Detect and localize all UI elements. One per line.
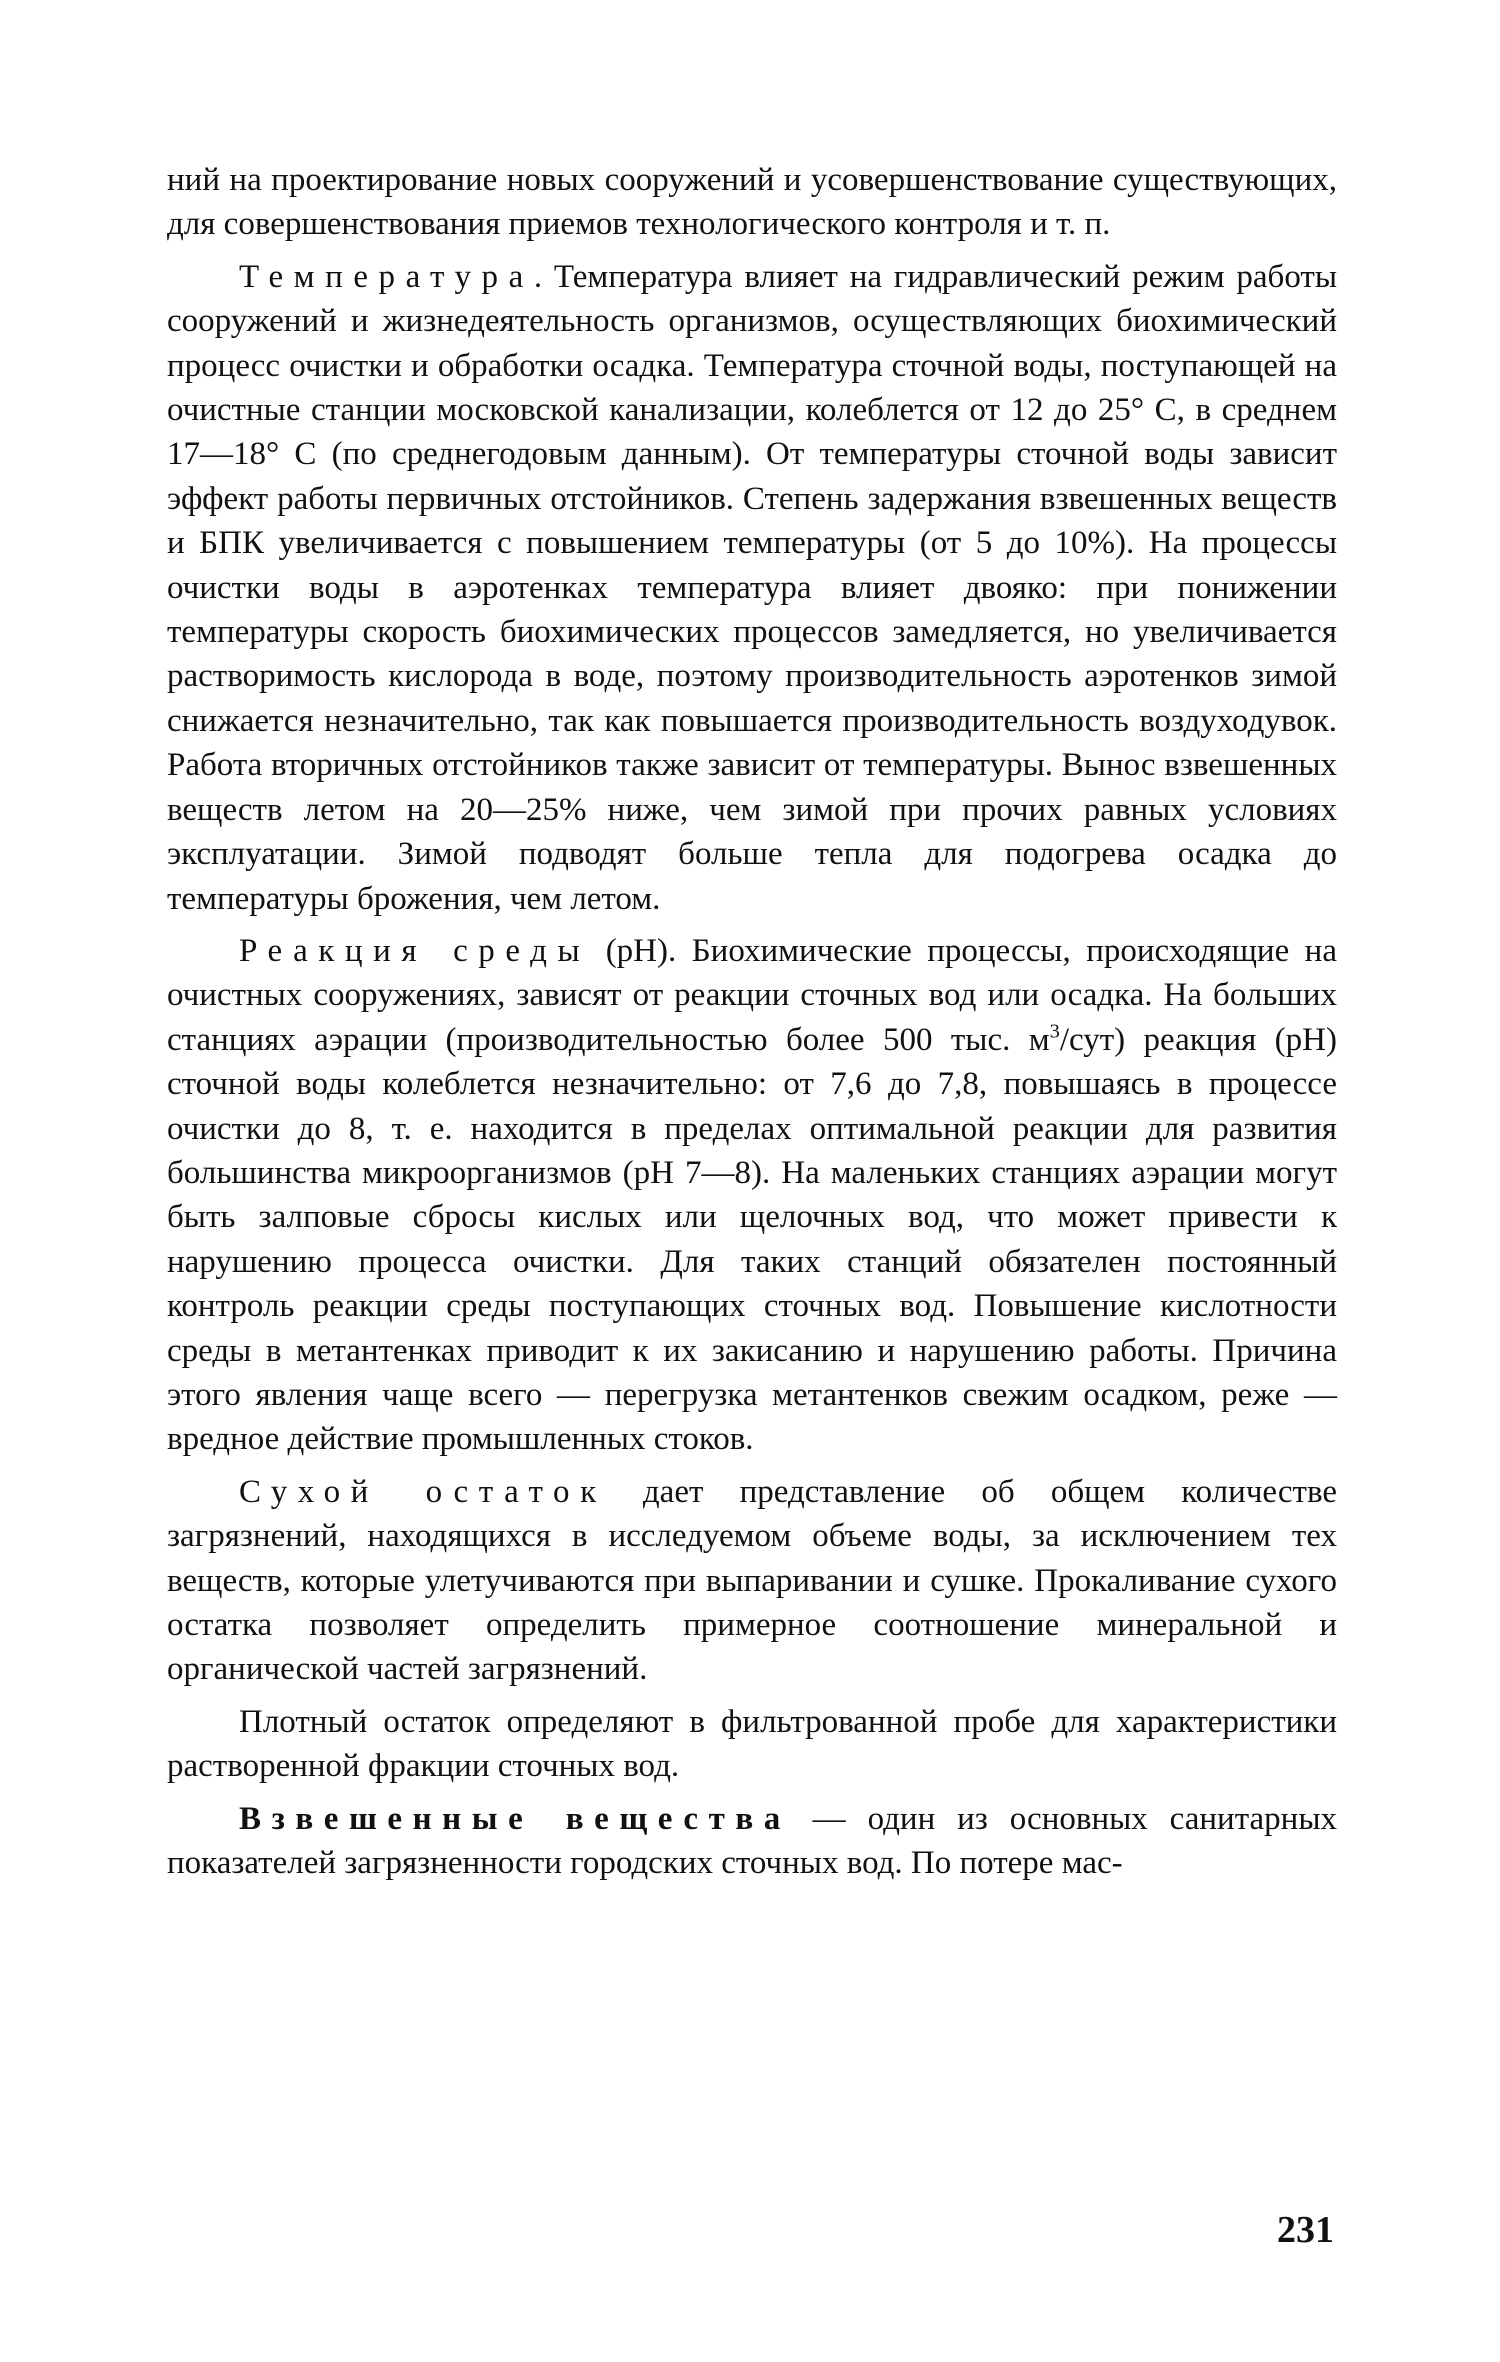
page-number: 231 — [1277, 2209, 1334, 2251]
body-text — [167, 158, 1337, 1885]
paragraph-ph-text-b: /сут) реакция (рН) сточной воды колеблется незначительно: от 7,6 до 7,8, повышаясь в процессе очистки до 8, т. е. находится в пределах оптимальной реакции для развития большинства микроорганизмов (рН 7—8). На маленьких станциях аэрации могут быть залповые сбросы кислых или щелочных вод, что может привести к нарушению процесса очистки. Для таких станций обязателен постоянный контроль реакции среды поступающих сточных вод. Повышение кислотности среды в метантенках приводит к их закисанию и нарушению работы. Причина этого явления чаще всего — перегрузка метантенков свежим осадком, реже — вредное действие промышленных стоков. — [167, 1021, 1337, 1458]
paragraph-ph-text-a: (рН). Биохимические процессы, происходящие на очистных сооружениях, зависят от реакции сточных вод или осадка. На больших станциях аэрации (производительностью более 500 тыс. м — [167, 932, 1337, 1058]
superscript-cubic: 3 — [1049, 1020, 1060, 1043]
paragraph-continuation: ний на проектирование новых сооружений и усовершенствование существующих, для совершенствования приемов технологического контроля и т. п. — [167, 162, 1337, 243]
paragraph-temperature — [167, 255, 1337, 921]
paragraph-dry-residue-text: дает представление об общем количестве загрязнений, находящихся в исследуемом объеме воды, за исключением тех веществ, которые улетучиваются при выпаривании и сушке. Прокаливание сухого остатка позволяет определить примерное соотношение минеральной и органической частей загрязнений. — [167, 1473, 1337, 1688]
paragraph-dry-residue — [167, 1470, 1337, 1692]
paragraph-ph — [167, 929, 1337, 1462]
term-dry-residue: Сухой остаток — [239, 1473, 607, 1510]
paragraph-suspended — [167, 1797, 1337, 1886]
paragraph-suspended-text: — один из основных санитарных показателей загрязненности городских сточных вод. По потере мас- — [167, 1800, 1337, 1882]
term-temperature: Температура — [239, 258, 534, 295]
paragraph-dense-residue: Плотный остаток определяют в фильтрованной пробе для характеристики растворенной фракции сточных вод. — [167, 1703, 1337, 1785]
term-suspended: Взвешенные вещества — [239, 1800, 791, 1837]
term-reaction: Реакция среды — [239, 932, 591, 969]
paragraph-temperature-text: . Температура влияет на гидравлический режим работы сооружений и жизнедеятельность организмов, осуществляющих биохимический процесс очистки и обработки осадка. Температура сточной воды, поступающей на очистные станции московской канализации, колеблется от 12 до 25° С, в среднем 17—18° С (по среднегодовым данным). От температуры сточной воды зависит эффект работы первичных отстойников. Степень задержания взвешенных веществ и БПК увеличивается с повышением температуры (от 5 до 10%). На процессы очистки воды в аэротенках температура влияет двояко: при понижении температуры скорость биохимических процессов замедляется, но увеличивается растворимость кислорода в воде, поэтому производительность аэротенков зимой снижается незначительно, так как повышается производительность воздуходувок. Работа вторичных отстойников также зависит от температуры. Вынос взвешенных веществ летом на 20—25% ниже, чем зимой при прочих равных условиях эксплуатации. Зимой подводят больше тепла для подогрева осадка до температуры брожения, чем летом. — [167, 258, 1337, 917]
